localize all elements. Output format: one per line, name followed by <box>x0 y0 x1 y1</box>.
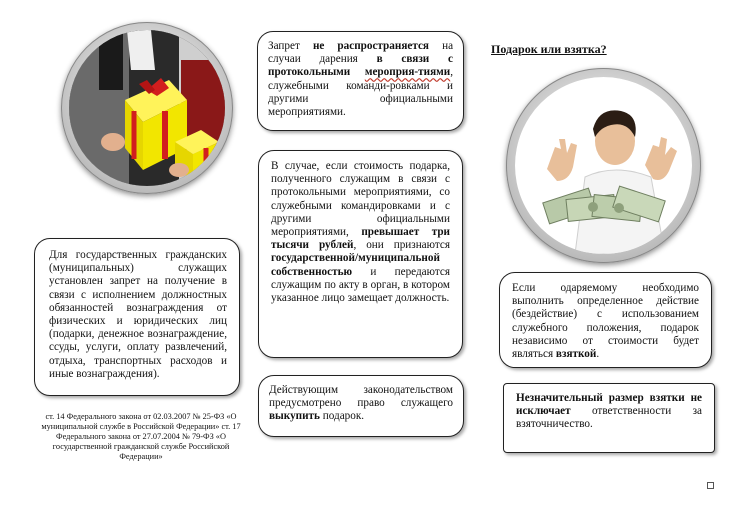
gift-boxes-icon <box>69 30 225 186</box>
box-gift-prohibition-text: Для государственных гражданских (муниципальных) служащих установлен запрет на получение в связи с исполнением должностных обязанностей вознаграждения от физических и юридических лиц (подарки, денежное вознаграждение, ссуды, услуги, оплату развлечений, отдыха, транспортных расходов и иные вознаграждения). <box>49 249 227 380</box>
anchor-marker-icon <box>707 482 714 489</box>
bribe-photo <box>515 77 692 254</box>
box-gift-value-text-5: и передаются служащим по акту в орган, в котором указанное лицо замещает должность. <box>271 265 450 305</box>
gift-photo <box>69 30 225 186</box>
box-gift-value-text-4: государственной/муниципальной собственностью <box>271 252 440 278</box>
page-heading: Подарок или взятка? <box>491 42 607 56</box>
box-bribe-liability-text-1: Незначительный размер взятки не исключает <box>516 392 702 418</box>
box-no-prohibition-text-6: , служебными команди-ровками и другими официальными мероприятиями. <box>268 66 453 119</box>
box-bribe-liability <box>503 383 715 453</box>
box-buyout-right <box>258 375 464 437</box>
box-gift-value-text-3: , они признаются <box>353 239 450 252</box>
legal-reference-note: ст. 14 Федерального закона от 02.03.2007 № 25-ФЗ «О муниципальной службе в Российской Федерации» ст. 17 Федерального закона от 27.07.2004 № 79-ФЗ «О государственной гражданской службе Российской Федерации» <box>41 412 241 461</box>
box-gift-prohibition <box>34 238 240 396</box>
box-bribe-definition-text-3: . <box>596 348 600 361</box>
box-no-prohibition-text-2: не распространяется <box>312 40 429 52</box>
refusing-money-icon <box>515 77 692 254</box>
box-bribe-liability-text-2: ответственности за взяточничество. <box>516 405 702 431</box>
box-no-prohibition-text-5: мероприя-тиями <box>364 66 451 79</box>
box-no-prohibition-text-1: Запрет <box>268 40 300 52</box>
box-no-prohibition <box>257 31 464 131</box>
box-bribe-definition-text-1: Если одаряемому необходимо выполнить определенное действие (бездействие) с использованием служебного положения, подарок независимо от стоимости будет являться <box>512 282 699 361</box>
box-buyout-right-text-2: выкупить <box>269 410 320 423</box>
left-photo-frame <box>61 22 233 194</box>
box-no-prohibition-text-3: на случаи дарения <box>268 40 454 66</box>
box-gift-value <box>258 150 463 358</box>
box-buyout-right-text-1: Действующим законодательством предусмотрено право служащего <box>269 384 453 410</box>
box-gift-value-text-1: В случае, если стоимость подарка, полученного служащим в связи с протокольными мероприятиями, со служебными командировками и с другими официальными мероприятиями, <box>271 160 450 239</box>
right-photo-frame <box>506 68 701 263</box>
box-no-prohibition-text-4: в связи с протокольными <box>268 53 453 79</box>
box-buyout-right-text-3: подарок. <box>322 410 365 423</box>
box-gift-value-text-2: превышает три тысячи рублей <box>271 226 450 252</box>
box-bribe-definition <box>499 272 712 368</box>
box-bribe-definition-text-2: взяткой <box>555 348 597 361</box>
